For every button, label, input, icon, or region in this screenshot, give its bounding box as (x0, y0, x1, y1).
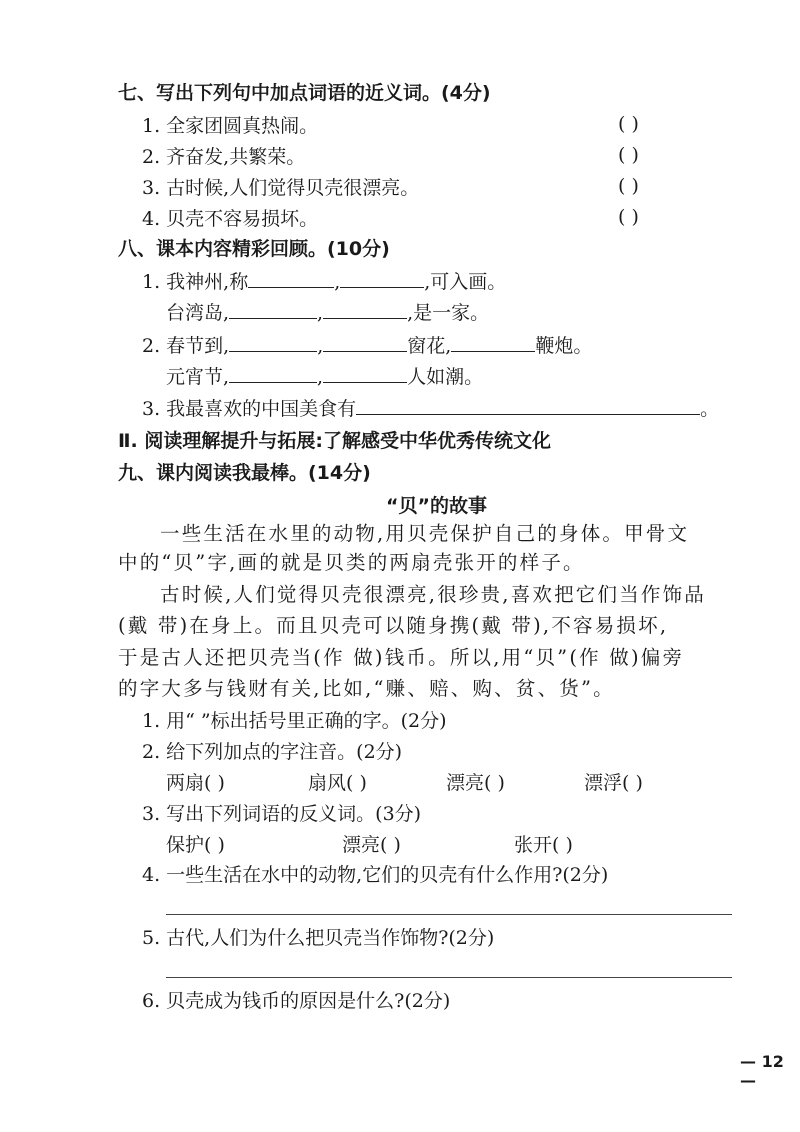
fill-blank[interactable] (323, 364, 407, 383)
page-number: — 12 — (740, 1052, 784, 1090)
question-4: 4. 一些生活在水中的动物,它们的贝壳有什么作用?(2分) (142, 864, 609, 886)
part2-heading: Ⅱ. 阅读理解提升与拓展:了解感受中华优秀传统文化 (118, 430, 551, 452)
passage-line-4: (戴 带)在身上。而且贝壳可以随身携(戴 带),不容易损坏, (118, 614, 669, 637)
q2-firecracker: 鞭炮。 (535, 335, 593, 357)
fill-blank[interactable] (229, 300, 317, 319)
section7-heading: 七、写出下列句中加点词语的近义词。(4分) (118, 82, 491, 104)
question-5: 5. 古代,人们为什么把贝壳当作饰物?(2分) (142, 927, 495, 949)
q2-line2-sep: , (317, 366, 324, 388)
section9-heading: 九、课内阅读我最棒。(14分) (118, 462, 371, 484)
section8-q3 (142, 396, 719, 422)
answer-line-q5[interactable] (166, 977, 732, 978)
section7-item-1: 1. 全家团圆真热闹。 (142, 115, 319, 137)
question-2: 2. 给下列加点的字注音。(2分) (142, 741, 403, 763)
q1-line2-sep: , (317, 302, 324, 324)
section8-q2-line1 (142, 333, 592, 359)
answer-paren-2[interactable]: ( ) (618, 144, 639, 166)
q3-item-1[interactable]: 保护( ) (166, 834, 225, 856)
answer-line-q4[interactable] (166, 914, 732, 915)
passage-line-5: 于是古人还把贝壳当(作 做)钱币。所以,用“贝”(作 做)偏旁 (118, 646, 685, 669)
passage-line-2: 中的“贝”字,画的就是贝类的两扇壳张开的样子。 (118, 551, 585, 574)
answer-paren-4[interactable]: ( ) (618, 206, 639, 228)
fill-blank[interactable] (340, 269, 424, 288)
q2-line2-prefix: 元宵节, (166, 366, 230, 388)
section7-item-4: 4. 贝壳不容易损坏。 (142, 208, 319, 230)
question-1: 1. 用“ ”标出括号里正确的字。(2分) (142, 710, 447, 732)
fill-blank[interactable] (229, 364, 317, 383)
q2-window: 窗花, (407, 335, 452, 357)
section7-item-3: 3. 古时候,人们觉得贝壳很漂亮。 (142, 177, 420, 199)
passage-line-1: 一些生活在水里的动物,用贝壳保护自己的身体。甲骨文 (160, 522, 690, 545)
q2-item-4[interactable]: 漂浮( ) (584, 772, 643, 794)
passage-line-6: 的字大多与钱财有关,比如,“赚、赔、购、贫、货”。 (118, 677, 615, 700)
q2-item-3[interactable]: 漂亮( ) (446, 772, 505, 794)
fill-blank[interactable] (248, 269, 334, 288)
q3-period: 。 (700, 398, 720, 420)
q1-line2-prefix: 台湾岛, (166, 302, 230, 324)
section8-q1-line1 (142, 269, 506, 295)
question-3: 3. 写出下列词语的反义词。(3分) (142, 803, 422, 825)
q1-suffix: ,可入画。 (424, 271, 507, 293)
q1-line2-suffix: ,是一家。 (407, 302, 490, 324)
section8-heading: 八、课本内容精彩回顾。(10分) (118, 238, 390, 260)
fill-blank-long[interactable] (356, 396, 700, 415)
q1-separator: , (334, 271, 341, 293)
fill-blank[interactable] (323, 333, 407, 352)
q3-prefix: 3. 我最喜欢的中国美食有 (142, 398, 357, 420)
fill-blank[interactable] (451, 333, 535, 352)
q2-item-1[interactable]: 两扇( ) (166, 772, 225, 794)
answer-paren-1[interactable]: ( ) (618, 113, 639, 135)
section8-q1-line2 (166, 300, 489, 326)
q2-sep: , (317, 335, 324, 357)
answer-paren-3[interactable]: ( ) (618, 175, 639, 197)
q2-prefix: 2. 春节到, (142, 335, 230, 357)
q2-line2-suffix: 人如潮。 (407, 366, 484, 388)
q2-item-2[interactable]: 扇风( ) (308, 772, 367, 794)
q3-item-3[interactable]: 张开( ) (514, 834, 573, 856)
passage-title: “贝”的故事 (386, 495, 487, 517)
section8-q2-line2 (166, 364, 483, 390)
passage-line-3: 古时候,人们觉得贝壳很漂亮,很珍贵,喜欢把它们当作饰品 (160, 583, 706, 606)
q1-prefix: 1. 我神州,称 (142, 271, 249, 293)
fill-blank[interactable] (229, 333, 317, 352)
fill-blank[interactable] (323, 300, 407, 319)
section7-item-2: 2. 齐奋发,共繁荣。 (142, 146, 306, 168)
q3-item-2[interactable]: 漂亮( ) (342, 834, 401, 856)
question-6: 6. 贝壳成为钱币的原因是什么?(2分) (142, 990, 451, 1012)
